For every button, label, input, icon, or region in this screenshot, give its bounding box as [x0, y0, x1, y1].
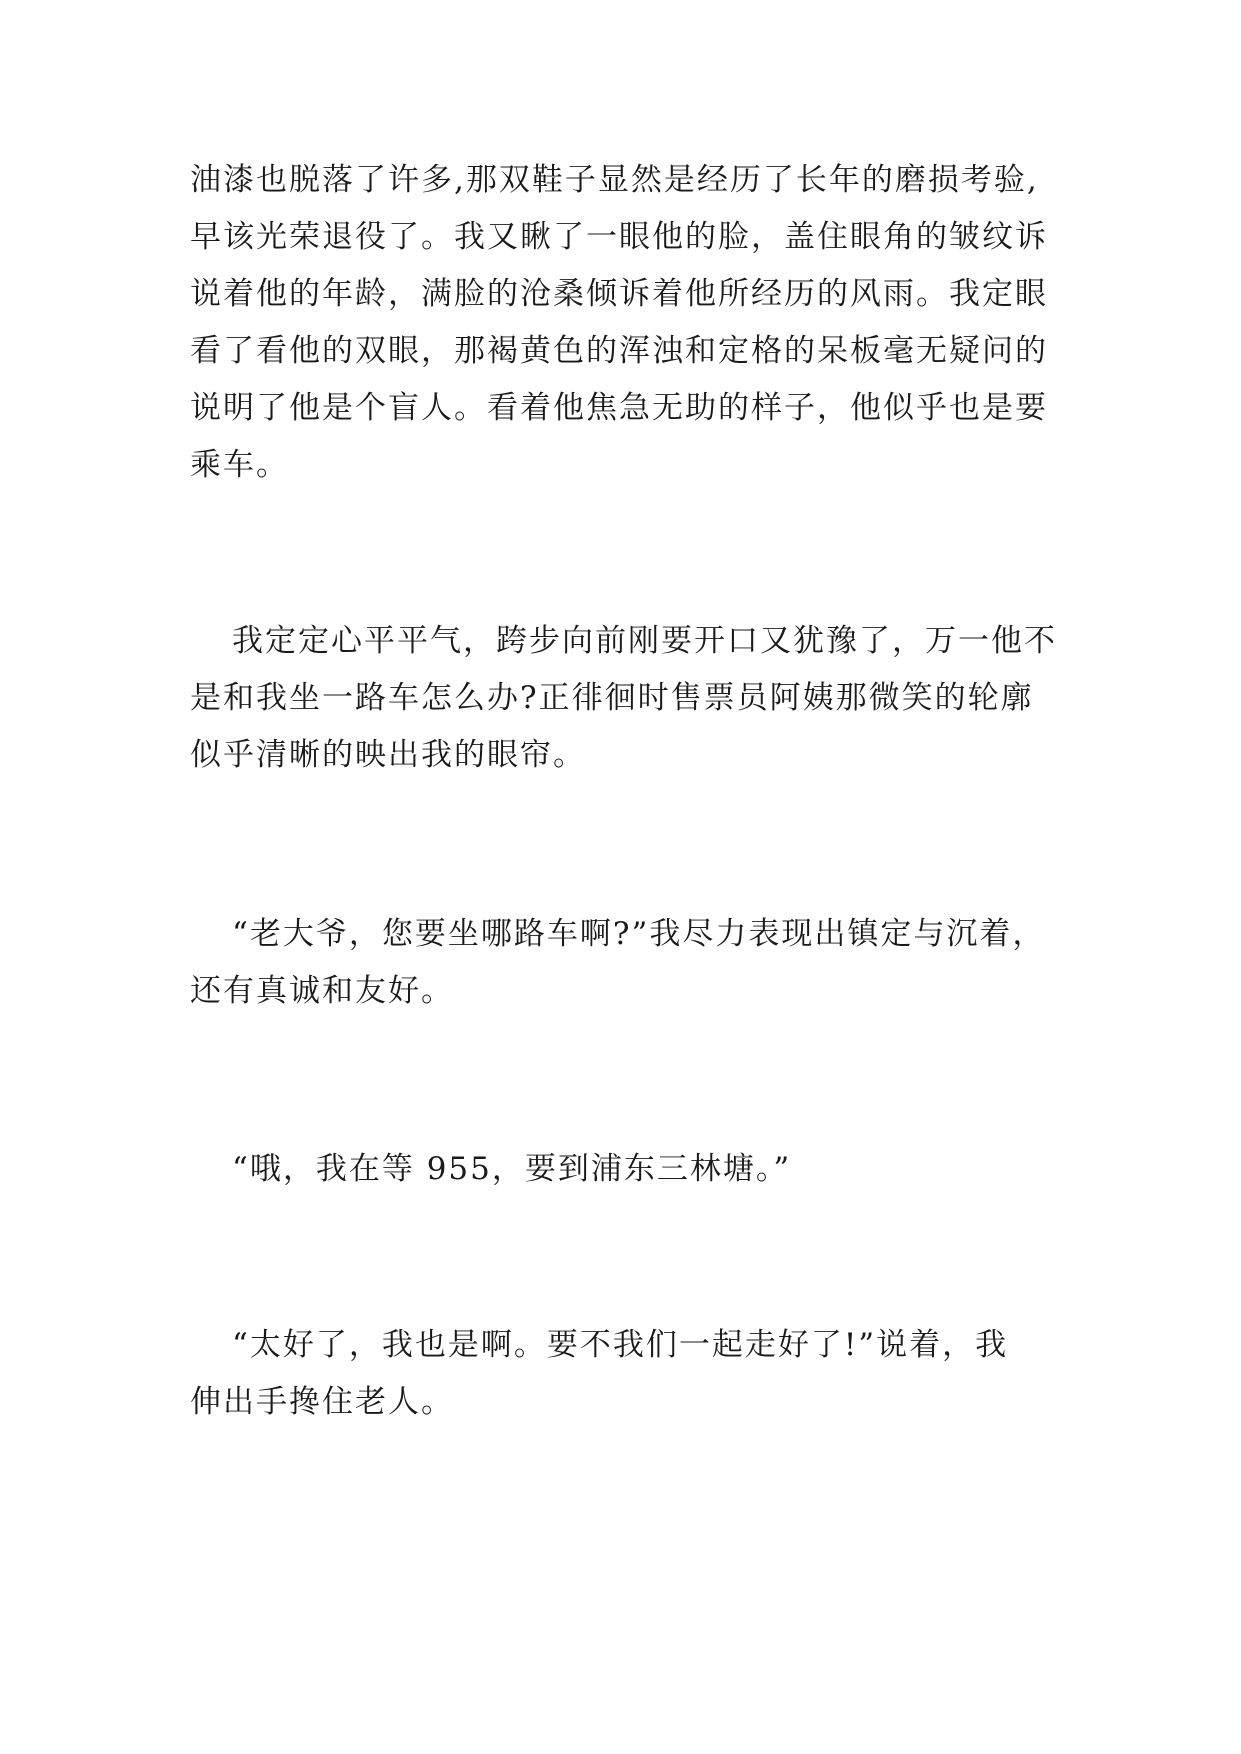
- paragraph-1-line-6: 乘车。: [190, 447, 289, 483]
- paragraph-2-line-2: 是和我坐一路车怎么办?正徘徊时售票员阿姨那微笑的轮廓: [190, 680, 1034, 716]
- paragraph-2-line-3: 似乎清晰的映出我的眼帘。: [190, 737, 586, 773]
- paragraph-5-line-1: “太好了，我也是啊。要不我们一起走好了!”说着，我: [232, 1327, 1009, 1363]
- paragraph-2-line-1: 我定定心平平气，跨步向前刚要开口又犹豫了，万一他不: [232, 623, 1057, 659]
- paragraph-4-line-1: “哦，我在等 955，要到浦东三林塘。”: [232, 1151, 792, 1187]
- paragraph-5-line-2: 伸出手搀住老人。: [190, 1384, 454, 1420]
- paragraph-1-line-1: 油漆也脱落了许多,那双鞋子显然是经历了长年的磨损考验,: [190, 162, 1039, 198]
- paragraph-1-line-5: 说明了他是个盲人。看着他焦急无助的样子，他似乎也是要: [190, 390, 1048, 426]
- paragraph-1-line-4: 看了看他的双眼，那褐黄色的浑浊和定格的呆板毫无疑问的: [190, 333, 1048, 369]
- paragraph-3-line-1: “老大爷，您要坐哪路车啊?”我尽力表现出镇定与沉着，: [232, 916, 1046, 952]
- paragraph-1-line-2: 早该光荣退役了。我又瞅了一眼他的脸，盖住眼角的皱纹诉: [190, 219, 1048, 255]
- paragraph-1-line-3: 说着他的年龄，满脸的沧桑倾诉着他所经历的风雨。我定眼: [190, 276, 1048, 312]
- paragraph-3-line-2: 还有真诚和友好。: [190, 973, 454, 1009]
